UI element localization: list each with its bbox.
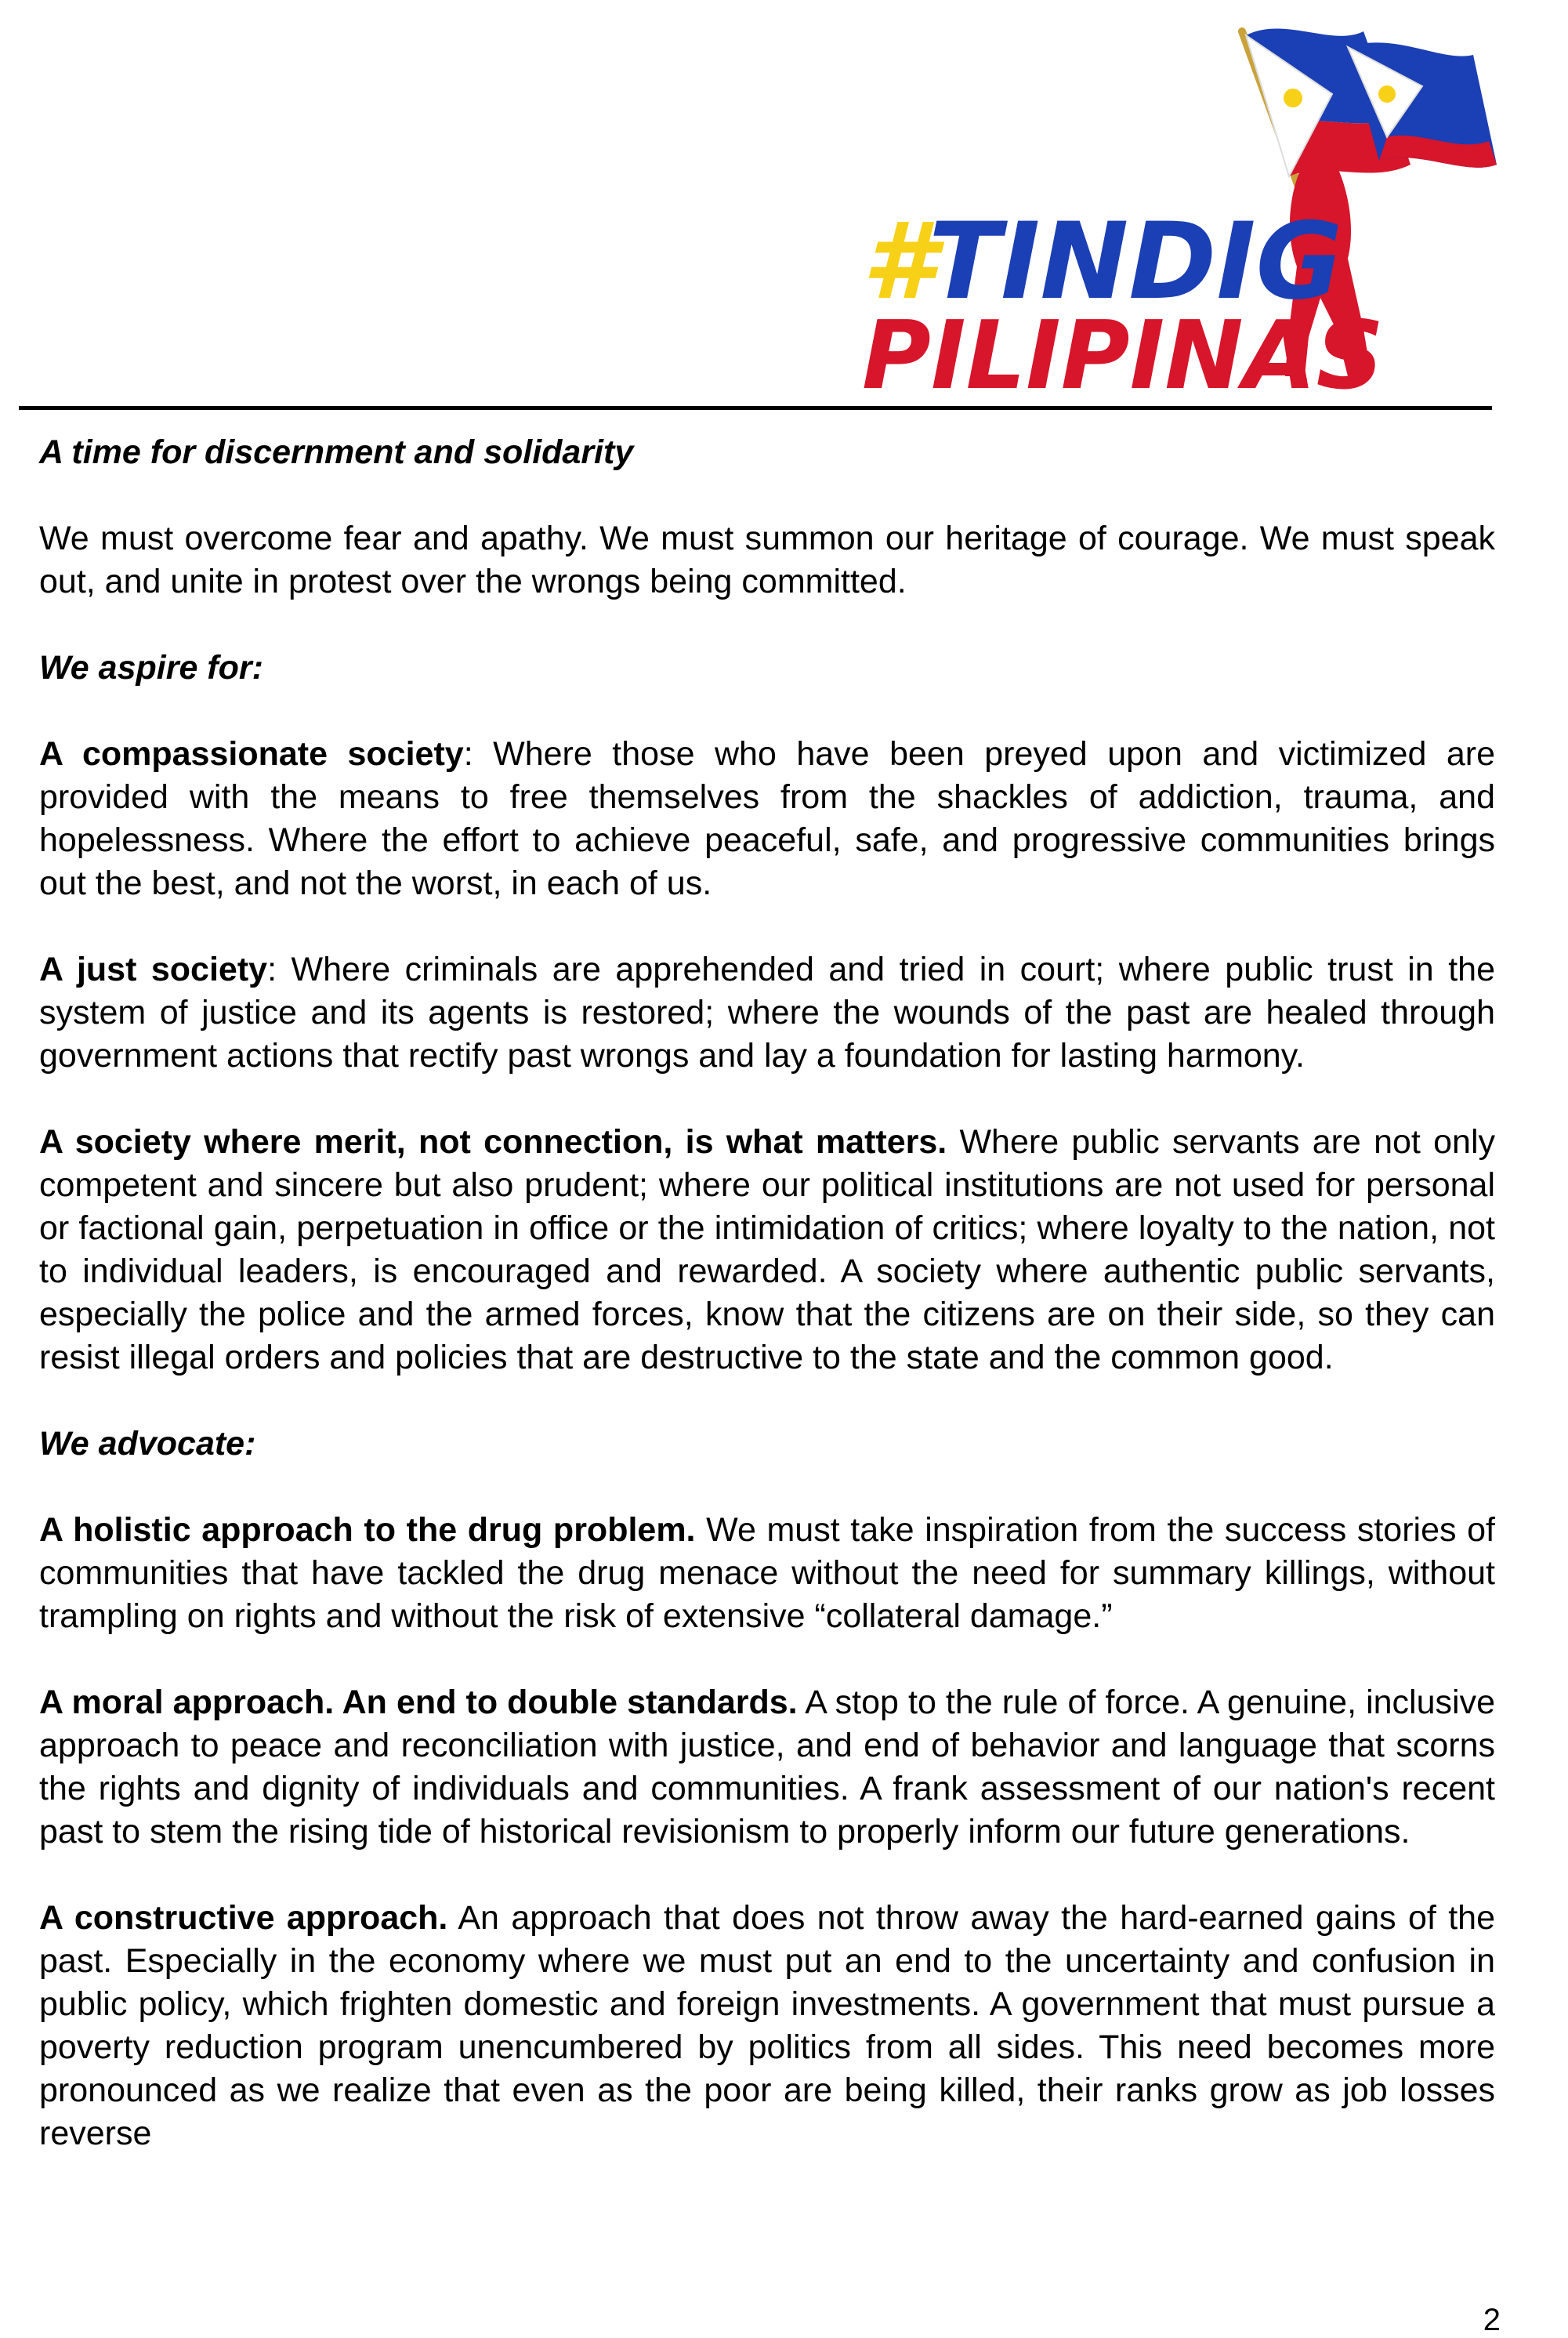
aspire-item-text: Where public servants are not only competent and sincere but also prudent; where our political institutions are not used for personal or factional gain, perpetuation in office or the intimidation of critics; where loyalty to the nation, not to individual leaders, is encouraged and rewarded. A society where authentic public servants, especially the police and the armed forces, know that the citizens are on their side, so they can resist illegal orders and policies that are destructive to the state and the common good.: [39, 1123, 1495, 1376]
advocate-item: [39, 1681, 1495, 1854]
advocate-item: [39, 1897, 1495, 2155]
document-body: [39, 431, 1495, 2198]
svg-text:#: #: [862, 200, 936, 323]
logo-graphic: [846, 0, 1505, 400]
aspire-heading: We aspire for:: [39, 649, 263, 687]
advocate-item-text: An approach that does not throw away the hard-earned gains of the past. Especially in the economy where we must put an end to the uncertainty and confusion in public policy, which frighten domestic and foreign investments. A government that must pursue a poverty reduction program unencumbered by politics from all sides. This need becomes more pronounced as we realize that even as the poor are being killed, their ranks grow as job losses reverse: [39, 1899, 1496, 2152]
aspire-item: [39, 1121, 1495, 1379]
aspire-item-text: : Where those who have been preyed upon and victimized are provided with the means to free themselves from the shackles of addiction, trauma, and hopelessness. Where the effort to achieve peaceful, safe, and progressive communities brings out the best, and not the worst, in each of us.: [39, 735, 1496, 902]
page-number: 2: [1483, 2303, 1501, 2337]
advocate-item-lead: A holistic approach to the drug problem.: [39, 1511, 696, 1549]
aspire-item-lead: A just society: [39, 951, 268, 988]
advocate-item: [39, 1509, 1495, 1638]
section-heading: A time for discernment and solidarity: [39, 433, 634, 471]
advocate-item-text: A stop to the rule of force. A genuine, inclusive approach to peace and reconciliation with justice, and end of behavior and language that scorns the rights and dignity of individuals and communities. A frank assessment of our nation's recent past to stem the rising tide of historical revisionism to properly inform our future generations.: [39, 1684, 1495, 1850]
advocate-item-text: We must take inspiration from the success stories of communities that have tackled the drug menace without the need for summary killings, without trampling on rights and without the risk of extensive “collateral damage.”: [39, 1511, 1495, 1635]
logo-line1: TINDIG: [929, 200, 1343, 323]
aspire-item-text: : Where criminals are apprehended and tried in court; where public trust in the system of justice and its agents is restored; where the wounds of the past are healed through government actions that rectify past wrongs and lay a foundation for lasting harmony.: [39, 951, 1495, 1075]
advocate-item-lead: A moral approach. An end to double standards.: [39, 1684, 798, 1721]
aspire-item: [39, 948, 1495, 1078]
aspire-item-lead: A compassionate society: [39, 735, 464, 773]
advocate-item-lead: A constructive approach.: [39, 1899, 448, 1937]
logo-line2: PILIPINAS: [862, 302, 1385, 400]
header-divider: [19, 406, 1492, 410]
aspire-item: [39, 733, 1495, 905]
tindig-pilipinas-logo: [846, 0, 1505, 400]
intro-paragraph: We must overcome fear and apathy. We must summon our heritage of courage. We must speak out, and unite in protest over the wrongs being committed.: [39, 520, 1495, 600]
advocate-heading: We advocate:: [39, 1425, 256, 1463]
aspire-item-lead: A society where merit, not connection, is what matters.: [39, 1123, 947, 1161]
